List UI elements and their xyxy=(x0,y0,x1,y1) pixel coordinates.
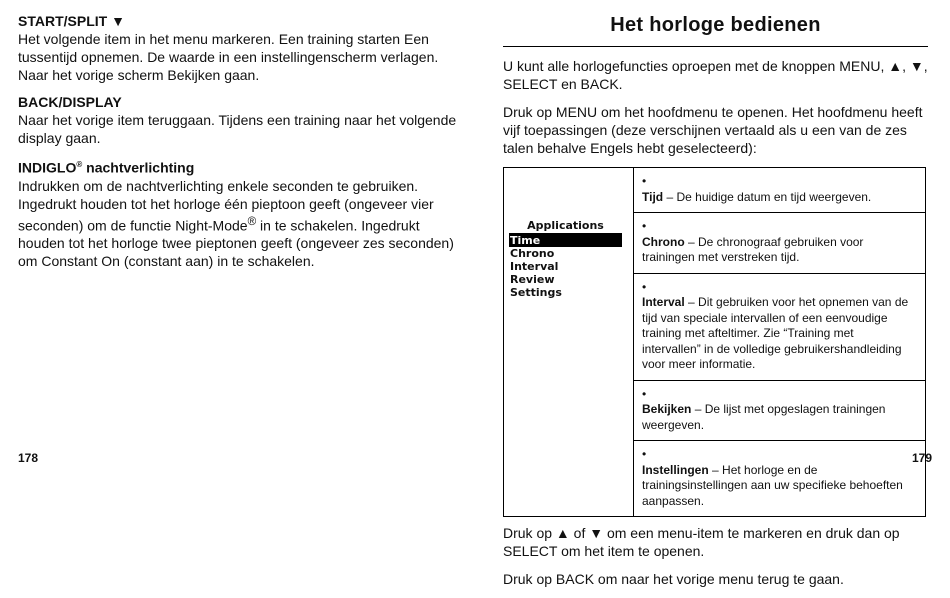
intro-paragraph: U kunt alle horlogefuncties oproepen met de knoppen MENU, ▲, ▼, SELECT en BACK. xyxy=(503,58,928,92)
row-desc: – De huidige datum en tijd weergeven. xyxy=(663,189,872,204)
watch-screen xyxy=(509,219,622,299)
applications-table xyxy=(503,167,926,517)
row-term: Chrono xyxy=(642,234,685,249)
section-heading: START/SPLIT ▼ xyxy=(18,13,125,29)
row-term: Bekijken xyxy=(642,402,692,416)
left-page xyxy=(18,12,458,279)
row-term: Tijd xyxy=(642,189,664,204)
page-number-right: 179 xyxy=(911,451,932,465)
table-row xyxy=(634,213,925,274)
bullet-icon: • xyxy=(642,386,647,401)
right-page xyxy=(503,12,928,598)
row-desc: – Het horloge en de trainingsinstellingen aan uw specifieke behoeften aanpassen. xyxy=(642,462,903,508)
row-term: Instellingen xyxy=(642,462,709,477)
row-desc: – De chronograaf gebruiken voor trainingen met verstreken tijd. xyxy=(642,234,864,264)
row-desc: – De lijst met opgeslagen trainingen weergeven. xyxy=(642,402,886,432)
bullet-icon: • xyxy=(642,219,647,233)
watch-screen-cell xyxy=(504,168,634,516)
bullet-icon: • xyxy=(642,174,647,188)
screen-item-time: Time xyxy=(509,234,622,247)
screen-item-settings: Settings xyxy=(510,286,562,299)
heading-main: INDIGLO xyxy=(18,159,77,176)
registered-mark: ® xyxy=(247,214,257,228)
bullet-icon: • xyxy=(642,279,647,294)
screen-item-review: Review xyxy=(510,273,555,286)
menu-paragraph: Druk op MENU om het hoofdmenu te openen. Het hoofdmenu heeft vijf toepassingen (deze verschijnen vertaald als u een van de zes talen behalve Engels hebt geselecteerd): xyxy=(503,104,923,156)
page-title: Het horloge bedienen xyxy=(610,14,821,36)
text-part-b: in te schakelen. Ingedrukt houden tot het horloge twee pieptonen geeft (ongeveer zes seconden) om Constant On (constant aan) in te schakelen. xyxy=(18,217,454,270)
section-indiglo xyxy=(18,156,458,270)
title-rule xyxy=(503,46,928,47)
section-heading xyxy=(18,156,458,177)
screen-item-chrono: Chrono xyxy=(510,247,555,260)
row-desc: – Dit gebruiken voor het opnemen van de tijd van speciale intervallen of een eenvoudige training met afteltimer. Zie “Training met intervallen” in de volledige gebruikershandleiding voor meer informatie. xyxy=(642,295,909,371)
heading-rest: nachtverlichting xyxy=(82,159,195,176)
screen-item-interval: Interval xyxy=(510,260,559,273)
section-heading: BACK/DISPLAY xyxy=(18,94,122,110)
table-row xyxy=(634,168,925,213)
row-term: Interval xyxy=(642,295,685,309)
section-text xyxy=(18,177,458,271)
screen-title: Applications xyxy=(509,219,622,234)
table-row xyxy=(634,441,925,516)
section-text: Naar het vorige item teruggaan. Tijdens een training naar het volgende display gaan. xyxy=(18,112,457,146)
table-row xyxy=(634,274,925,381)
section-start-split xyxy=(18,12,458,84)
navigate-paragraph: Druk op ▲ of ▼ om een menu-item te markeren en druk dan op SELECT om het item te openen. xyxy=(503,525,900,559)
table-row xyxy=(634,381,925,442)
text-part-a: Indrukken om de nachtverlichting enkele seconden te gebruiken. Ingedrukt houden tot het horloge één pieptoon geeft (ongeveer vier seconden) om de functie Night-Mode xyxy=(18,177,434,234)
bullet-icon: • xyxy=(642,447,647,461)
back-paragraph: Druk op BACK om naar het vorige menu terug te gaan. xyxy=(503,571,844,587)
registered-mark: ® xyxy=(76,160,83,169)
section-text: Het volgende item in het menu markeren. Een training starten Een tussentijd opnemen. De waarde in een instellingenscherm verlagen. Naar het vorige scherm Bekijken gaan. xyxy=(18,31,439,83)
page-number-left: 178 xyxy=(18,451,39,465)
section-back-display xyxy=(18,93,458,147)
application-descriptions xyxy=(634,168,925,516)
